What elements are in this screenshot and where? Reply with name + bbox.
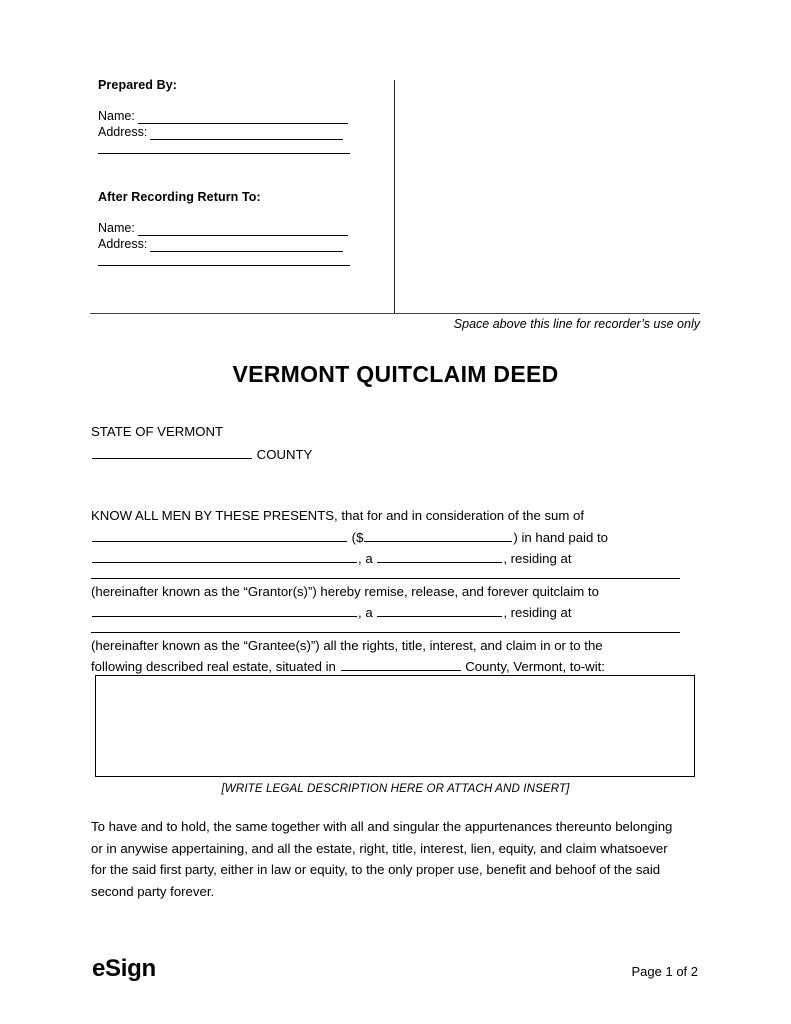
state-line: STATE OF VERMONT [91,424,224,439]
dollar-close-label: ) in hand paid to [513,529,608,545]
grantee-entity-input[interactable] [377,603,502,617]
grantee-line-1 [91,602,691,624]
grantor-residing-label: , residing at [503,551,572,566]
after-recording-name-input[interactable] [138,223,348,236]
grantor-entity-prefix: , a [358,551,377,566]
grantee-entity-prefix: , a [358,605,377,620]
grantor-address-input[interactable] [91,578,680,579]
esign-logo: eSign [92,955,156,982]
grantor-clause-line: (hereinafter known as the “Grantor(s)”) hereby remise, release, and forever quitclaim to [91,583,599,599]
prepared-by-heading: Prepared By: [98,78,178,92]
prepared-by-address-input[interactable] [150,127,343,140]
after-recording-address-input-line2[interactable] [98,265,350,266]
county-suffix-label: COUNTY [256,446,313,462]
situated-in-label: following described real estate, situated in [91,659,336,674]
grantee-paragraph [91,635,691,678]
consideration-words-input[interactable] [92,528,347,542]
grantor-entity-input[interactable] [377,549,502,563]
after-recording-name-row [98,221,388,236]
grantor-paragraph [91,581,691,633]
county-vermont-label: County, Vermont, to-wit: [465,659,605,674]
habendum-paragraph: To have and to hold, the same together with all and singular the appurtenances thereunto belonging or in anywise appertaining, and all the estate, right, title, interest, lien, equity, and claim whatsoever for the said first party, either in law or equity, to the only proper use, benefit and behoof of the said second party forever. [91,819,673,899]
grantee-clause-line: (hereinafter known as the “Grantee(s)”) all the rights, title, interest, and claim in or to the [91,637,603,653]
prepared-by-fields [98,109,388,154]
prepared-by-address-input-line2[interactable] [98,153,350,154]
page-number: Page 1 of 2 [631,964,698,979]
recorder-horizontal-rule [90,313,700,314]
after-recording-section [98,190,388,266]
grantee-residing-label: , residing at [503,605,572,620]
grantor-name-input[interactable] [92,549,357,563]
consideration-paragraph [91,505,691,579]
legal-description-box[interactable] [95,675,695,777]
county-input[interactable] [92,445,252,459]
after-recording-address-label: Address: [98,237,148,251]
recorder-vertical-divider [394,80,395,314]
prepared-by-name-input[interactable] [138,111,348,124]
county-line [91,444,691,466]
grantee-address-input[interactable] [91,632,680,633]
recorder-left-column [98,78,388,266]
after-recording-heading: After Recording Return To: [98,190,261,204]
prepared-by-name-row [98,109,388,124]
after-recording-address-row [98,237,388,252]
prepared-by-address-label: Address: [98,125,148,139]
recorder-header-block [90,78,700,314]
prepared-by-address-row [98,125,388,140]
property-county-input[interactable] [341,657,461,671]
presents-line-1: KNOW ALL MEN BY THESE PRESENTS, that for and in consideration of the sum of [91,508,585,523]
recorder-use-note: Space above this line for recorder’s use only [453,317,700,331]
after-recording-name-label: Name: [98,221,135,235]
presents-line-2 [91,527,691,549]
dollar-open-label: ($ [351,529,364,545]
consideration-amount-input[interactable] [364,528,512,542]
deed-body [91,421,691,678]
grantee-name-input[interactable] [92,603,357,617]
presents-line-3 [91,548,691,570]
legal-description-caption: [WRITE LEGAL DESCRIPTION HERE OR ATTACH AND INSERT] [221,782,570,795]
prepared-by-name-label: Name: [98,109,135,123]
after-recording-fields [98,221,388,266]
after-recording-address-input[interactable] [150,239,343,252]
page-title: VERMONT QUITCLAIM DEED [232,361,559,387]
